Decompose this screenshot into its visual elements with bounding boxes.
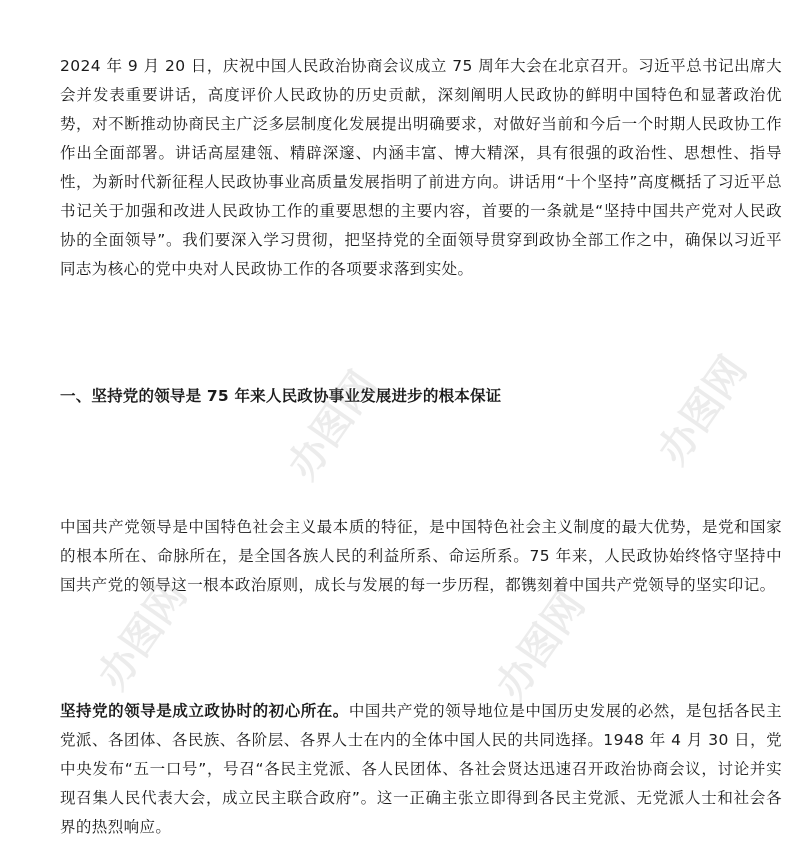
body-paragraph: 中国共产党领导是中国特色社会主义最本质的特征，是中国特色社会主义制度的最大优势，是党和国家的根本所在、命脉所在，是全国各族人民的利益所系、命运所系。75 年来，人民政协始终恪守坚持中国共产党的领导这一根本政治原则，成长与发展的每一步历程，都镌刻着中国共产党领导的坚实印记。 — [60, 518, 782, 594]
paragraph-lead-sentence: 坚持党的领导是成立政协时的初心所在。 — [60, 702, 349, 720]
watermark: 办图网 — [89, 573, 197, 698]
body-paragraph-2 — [60, 697, 782, 842]
intro-paragraph: 2024 年 9 月 20 日，庆祝中国人民政治协商会议成立 75 周年大会在北京召开。习近平总书记出席大会并发表重要讲话，高度评价人民政协的历史贡献，深刻阐明人民政协的鲜明中国特色和显著政治优势，对不断推动协商民主广泛多层制度化发展提出明确要求，对做好当前和今后一个时期人民政协工作作出全面部署。讲话高屋建瓴、精辟深邃、内涵丰富、博大精深，具有很强的政治性、思想性、指导性，为新时代新征程人民政协事业高质量发展指明了前进方向。讲话用“十个坚持”高度概括了习近平总书记关于加强和改进人民政协工作的重要思想的主要内容，首要的一条就是“坚持中国共产党对人民政协的全面领导”。我们要深入学习贯彻，把坚持党的全面领导贯穿到政协全部工作之中，确保以习近平同志为核心的党中央对人民政协工作的各项要求落到实处。 — [60, 57, 782, 278]
section-heading: 一、坚持党的领导是 75 年来人民政协事业发展进步的根本保证 — [60, 387, 502, 405]
watermark: 办图网 — [279, 363, 387, 488]
watermark: 办图网 — [487, 583, 595, 708]
paragraph-body-text: 中国共产党的领导地位是中国历史发展的必然，是包括各民主党派、各团体、各民族、各阶层、各界人士在内的全体中国人民的共同选择。1948 年 4 月 30 日，党中央发布“五一口号”，号召“各民主党派、各人民团体、各社会贤达迅速召开政治协商会议，讨论并实现召集人民代表大会，成立民主联合政府”。这一正确主张立即得到各民主党派、无党派人士和社会各界的热烈响应。 — [60, 702, 782, 836]
watermark: 办图网 — [649, 348, 757, 473]
